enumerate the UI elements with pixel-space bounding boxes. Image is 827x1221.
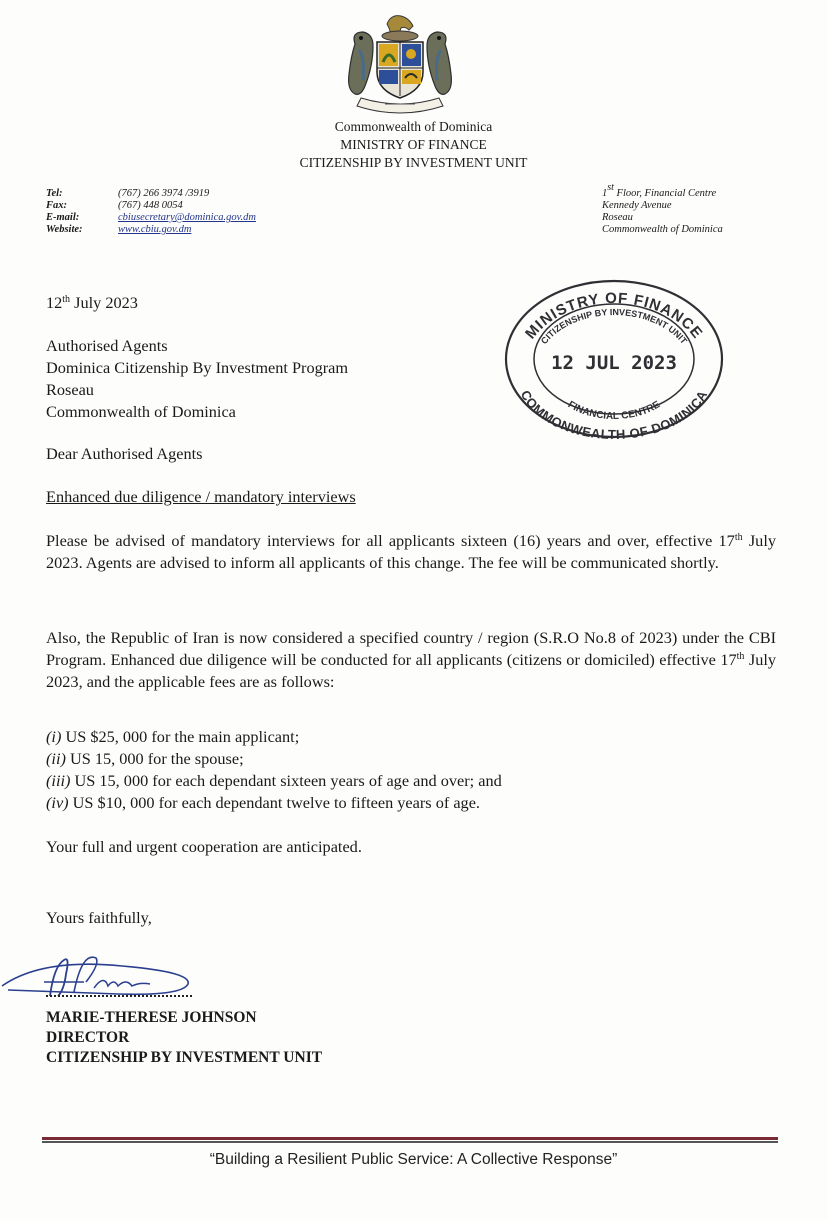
contact-email: E-mail: cbiusecretary@dominica.gov.dm — [46, 212, 256, 223]
coat-of-arms-icon — [325, 8, 475, 118]
signatory-title: DIRECTOR — [46, 1029, 130, 1046]
signature-line — [46, 995, 192, 997]
stamp-ministry-text: MINISTRY OF FINANCE — [522, 289, 706, 343]
letterhead-ministry: MINISTRY OF FINANCE — [340, 137, 487, 152]
contact-fax: Fax: (767) 448 0054 — [46, 200, 183, 211]
subject-line: Enhanced due diligence / mandatory interviews — [46, 487, 356, 506]
fee-list — [46, 726, 502, 814]
letter-date: 12th July 2023 — [46, 293, 138, 312]
contact-website: Website: www.cbiu.gov.dm — [46, 224, 192, 235]
footer-rule-shadow — [42, 1141, 778, 1143]
stamp-date: 12 JUL 2023 — [551, 352, 677, 374]
list-item: (iii) US 15, 000 for each dependant sixteen years of age and over; and — [46, 771, 502, 790]
salutation: Dear Authorised Agents — [46, 444, 203, 463]
stamp-country-text: COMMONWEALTH OF DOMINICA — [517, 387, 711, 439]
list-item: (iv) US $10, 000 for each dependant twelve to fifteen years of age. — [46, 793, 480, 812]
footer-motto: “Building a Resilient Public Service: A Collective Response” — [209, 1151, 618, 1168]
contact-tel: Tel: (767) 266 3974 /3919 — [46, 188, 210, 199]
footer-rule — [42, 1137, 778, 1140]
sign-off: Yours faithfully, — [46, 908, 152, 927]
list-item: (ii) US 15, 000 for the spouse; — [46, 749, 244, 768]
recipient-address: Authorised Agents Dominica Citizenship By Investment Program Roseau Commonwealth of Dominica — [46, 336, 349, 421]
letterhead-country: Commonwealth of Dominica — [334, 119, 493, 134]
office-address: 1st Floor, Financial Centre Kennedy Avenue Roseau Commonwealth of Dominica — [602, 182, 723, 235]
signatory-unit: CITIZENSHIP BY INVESTMENT UNIT — [46, 1049, 323, 1066]
paragraph-iran: Also, the Republic of Iran is now considered a specified country / region (S.R.O No.8 of 2023) under the CBI Program. Enhanced due diligence will be conducted for all applicants (citizens or domiciled) effective 17th July 2023, and the applicable fees are as follows: — [46, 628, 776, 691]
official-stamp — [503, 277, 725, 439]
website-link[interactable]: www.cbiu.gov.dm — [118, 224, 192, 235]
handwritten-signature — [0, 952, 200, 1007]
email-link[interactable]: cbiusecretary@dominica.gov.dm — [118, 212, 256, 223]
contact-block — [46, 188, 256, 236]
letterhead-unit: CITIZENSHIP BY INVESTMENT UNIT — [299, 155, 528, 170]
closing-note: Your full and urgent cooperation are anticipated. — [46, 837, 362, 856]
signatory-name: MARIE-THERESE JOHNSON — [46, 1009, 257, 1026]
stamp-unit-text: CITIZENSHIP BY INVESTMENT UNIT — [538, 306, 690, 346]
list-item: (i) US $25, 000 for the main applicant; — [46, 727, 300, 746]
stamp-centre-text: FINANCIAL CENTRE — [565, 399, 663, 423]
svg-text:FINANCIAL CENTRE — [566, 399, 663, 422]
paragraph-interviews: Please be advised of mandatory interviews for all applicants sixteen (16) years and over, effective 17th July 2023. Agents are advised to inform all applicants of this change. The fee will be communicated shortly. — [46, 531, 776, 572]
